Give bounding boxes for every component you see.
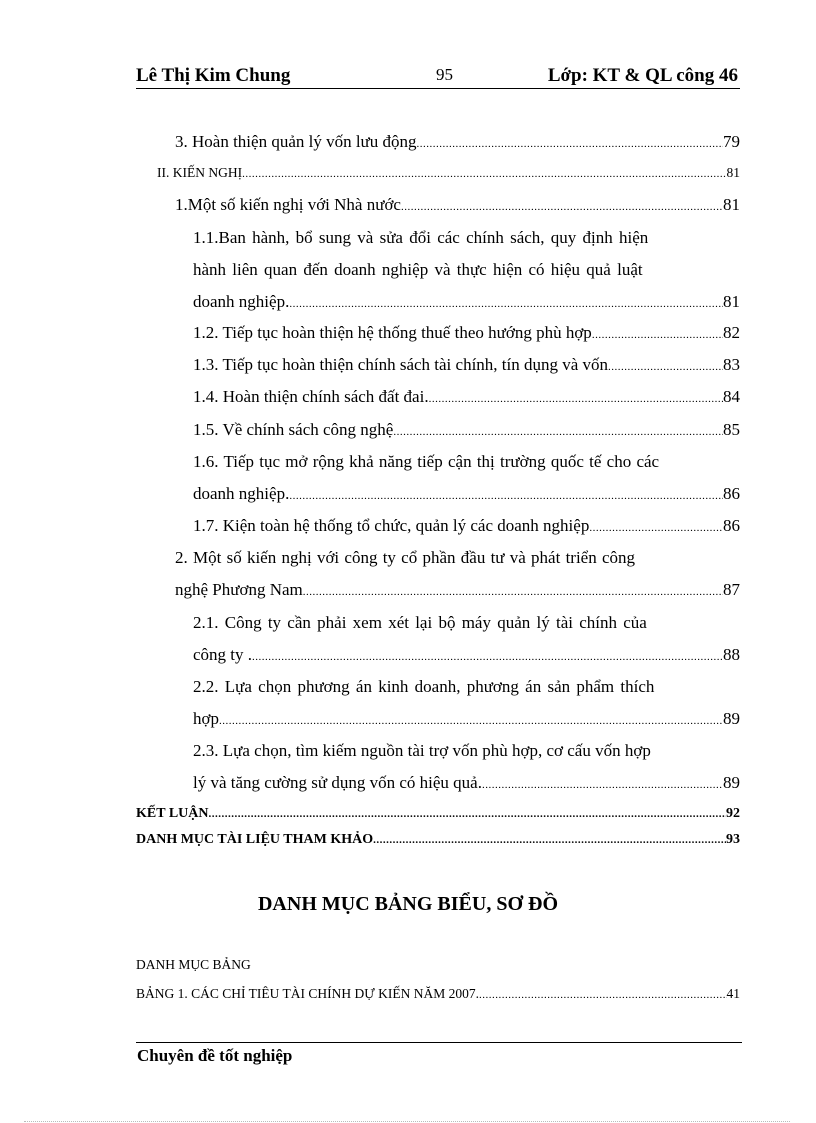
- toc-entry-line: 2.1. Công ty cần phải xem xét lại bộ máy quản lý tài chính của: [193, 613, 647, 632]
- toc-entry-page: 83: [723, 355, 740, 374]
- toc-entry-text: 1.7. Kiện toàn hệ thống tổ chức, quản lý các doanh nghiệp: [193, 516, 590, 535]
- toc-entry: [193, 420, 740, 440]
- author-name: Lê Thị Kim Chung: [136, 65, 291, 86]
- toc-entry-text: DANH MỤC TÀI LIỆU THAM KHẢO: [136, 832, 374, 847]
- toc-entry-page: 85: [723, 420, 740, 439]
- toc-entry-page: 81: [723, 292, 740, 311]
- toc-entry-text: 1.2. Tiếp tục hoàn thiện hệ thống thuế theo hướng phù hợp: [193, 323, 592, 342]
- toc-entry-page: 89: [723, 709, 740, 728]
- table-list-entry-page: 41: [726, 986, 740, 1001]
- toc-entry-text: 3. Hoàn thiện quản lý vốn lưu động: [175, 132, 417, 151]
- toc-entry-page: 84: [723, 387, 740, 406]
- toc-entry-page: 92: [726, 806, 740, 821]
- toc-entry: [193, 645, 740, 665]
- toc-entry-text: nghệ Phương Nam: [175, 580, 303, 599]
- toc-entry: [193, 292, 740, 312]
- footer-rule: [136, 1042, 742, 1043]
- toc-entry-page: 79: [723, 132, 740, 151]
- toc-entry-page: 93: [726, 832, 740, 847]
- toc-entry: [193, 516, 740, 536]
- toc-entry-text: doanh nghiệp.: [193, 484, 290, 503]
- toc-entry-line: 2.2. Lựa chọn phương án kinh doanh, phương án sản phẩm thích: [193, 677, 655, 696]
- table-list-entry: [136, 986, 740, 1002]
- toc-entry-line: 1.6. Tiếp tục mở rộng khả năng tiếp cận thị trường quốc tế cho các: [193, 452, 660, 471]
- toc-entry-text: doanh nghiệp.: [193, 292, 290, 311]
- toc-entry-text: hợp: [193, 709, 219, 728]
- toc-entry-text: II. KIẾN NGHỊ: [157, 165, 243, 180]
- tables-heading: DANH MỤC BẢNG: [136, 957, 251, 972]
- toc-entry-page: 89: [723, 773, 740, 792]
- toc-entry-page: 86: [723, 484, 740, 503]
- toc-entry-page: 81: [726, 165, 740, 180]
- toc-entry: [193, 709, 740, 729]
- toc-entry-text: KẾT LUẬN: [136, 806, 209, 821]
- toc-entry-page: 82: [723, 323, 740, 342]
- page-footer: Chuyên đề tốt nghiệp: [137, 1046, 293, 1065]
- toc-entry-text: 1.4. Hoàn thiện chính sách đất đai.: [193, 387, 429, 406]
- toc-entry-page: 86: [723, 516, 740, 535]
- toc-entry-text: 1.Một số kiến nghị với Nhà nước: [175, 195, 401, 214]
- toc-entry-text: 1.5. Về chính sách công nghệ: [193, 420, 394, 439]
- toc-entry: [136, 832, 740, 848]
- toc-entry-text: lý và tăng cường sử dụng vốn có hiệu quả.: [193, 773, 482, 792]
- toc-entry: [175, 195, 740, 215]
- toc-entry: [157, 165, 740, 181]
- toc-entry-line: 2.3. Lựa chọn, tìm kiếm nguồn tài trợ vốn phù hợp, cơ cấu vốn hợp: [193, 741, 651, 760]
- toc-entry-text: 1.3. Tiếp tục hoàn thiện chính sách tài chính, tín dụng và vốn: [193, 355, 609, 374]
- toc-entry: [136, 806, 740, 822]
- table-list-entry-text: BẢNG 1. CÁC CHỈ TIÊU TÀI CHÍNH DỰ KIẾN NĂM 2007.: [136, 986, 479, 1001]
- section-title: DANH MỤC BẢNG BIỂU, SƠ ĐỒ: [257, 893, 559, 915]
- toc-entry-line: hành liên quan đến doanh nghiệp và thực hiện có hiệu quả luật: [193, 260, 643, 279]
- toc-entry: [193, 355, 740, 375]
- toc-entry-page: 87: [723, 580, 740, 599]
- toc-entry: [193, 773, 740, 793]
- toc-entry: [193, 387, 740, 407]
- toc-entry-line: 1.1.Ban hành, bổ sung và sửa đổi các chính sách, quy định hiện: [193, 228, 649, 247]
- toc-entry: [175, 580, 740, 600]
- toc-entry-line: 2. Một số kiến nghị với công ty cổ phần đầu tư và phát triển công: [175, 548, 636, 567]
- toc-entry-page: 81: [723, 195, 740, 214]
- toc-entry: [175, 132, 740, 152]
- toc-entry-text: công ty .: [193, 645, 253, 664]
- page-header: [136, 62, 740, 89]
- toc-entry-page: 88: [723, 645, 740, 664]
- page-edge: [24, 1121, 790, 1122]
- page-number: 95: [436, 65, 453, 84]
- class-label: Lớp: KT & QL công 46: [547, 65, 738, 86]
- toc-entry: [193, 484, 740, 504]
- toc-entry: [193, 323, 740, 343]
